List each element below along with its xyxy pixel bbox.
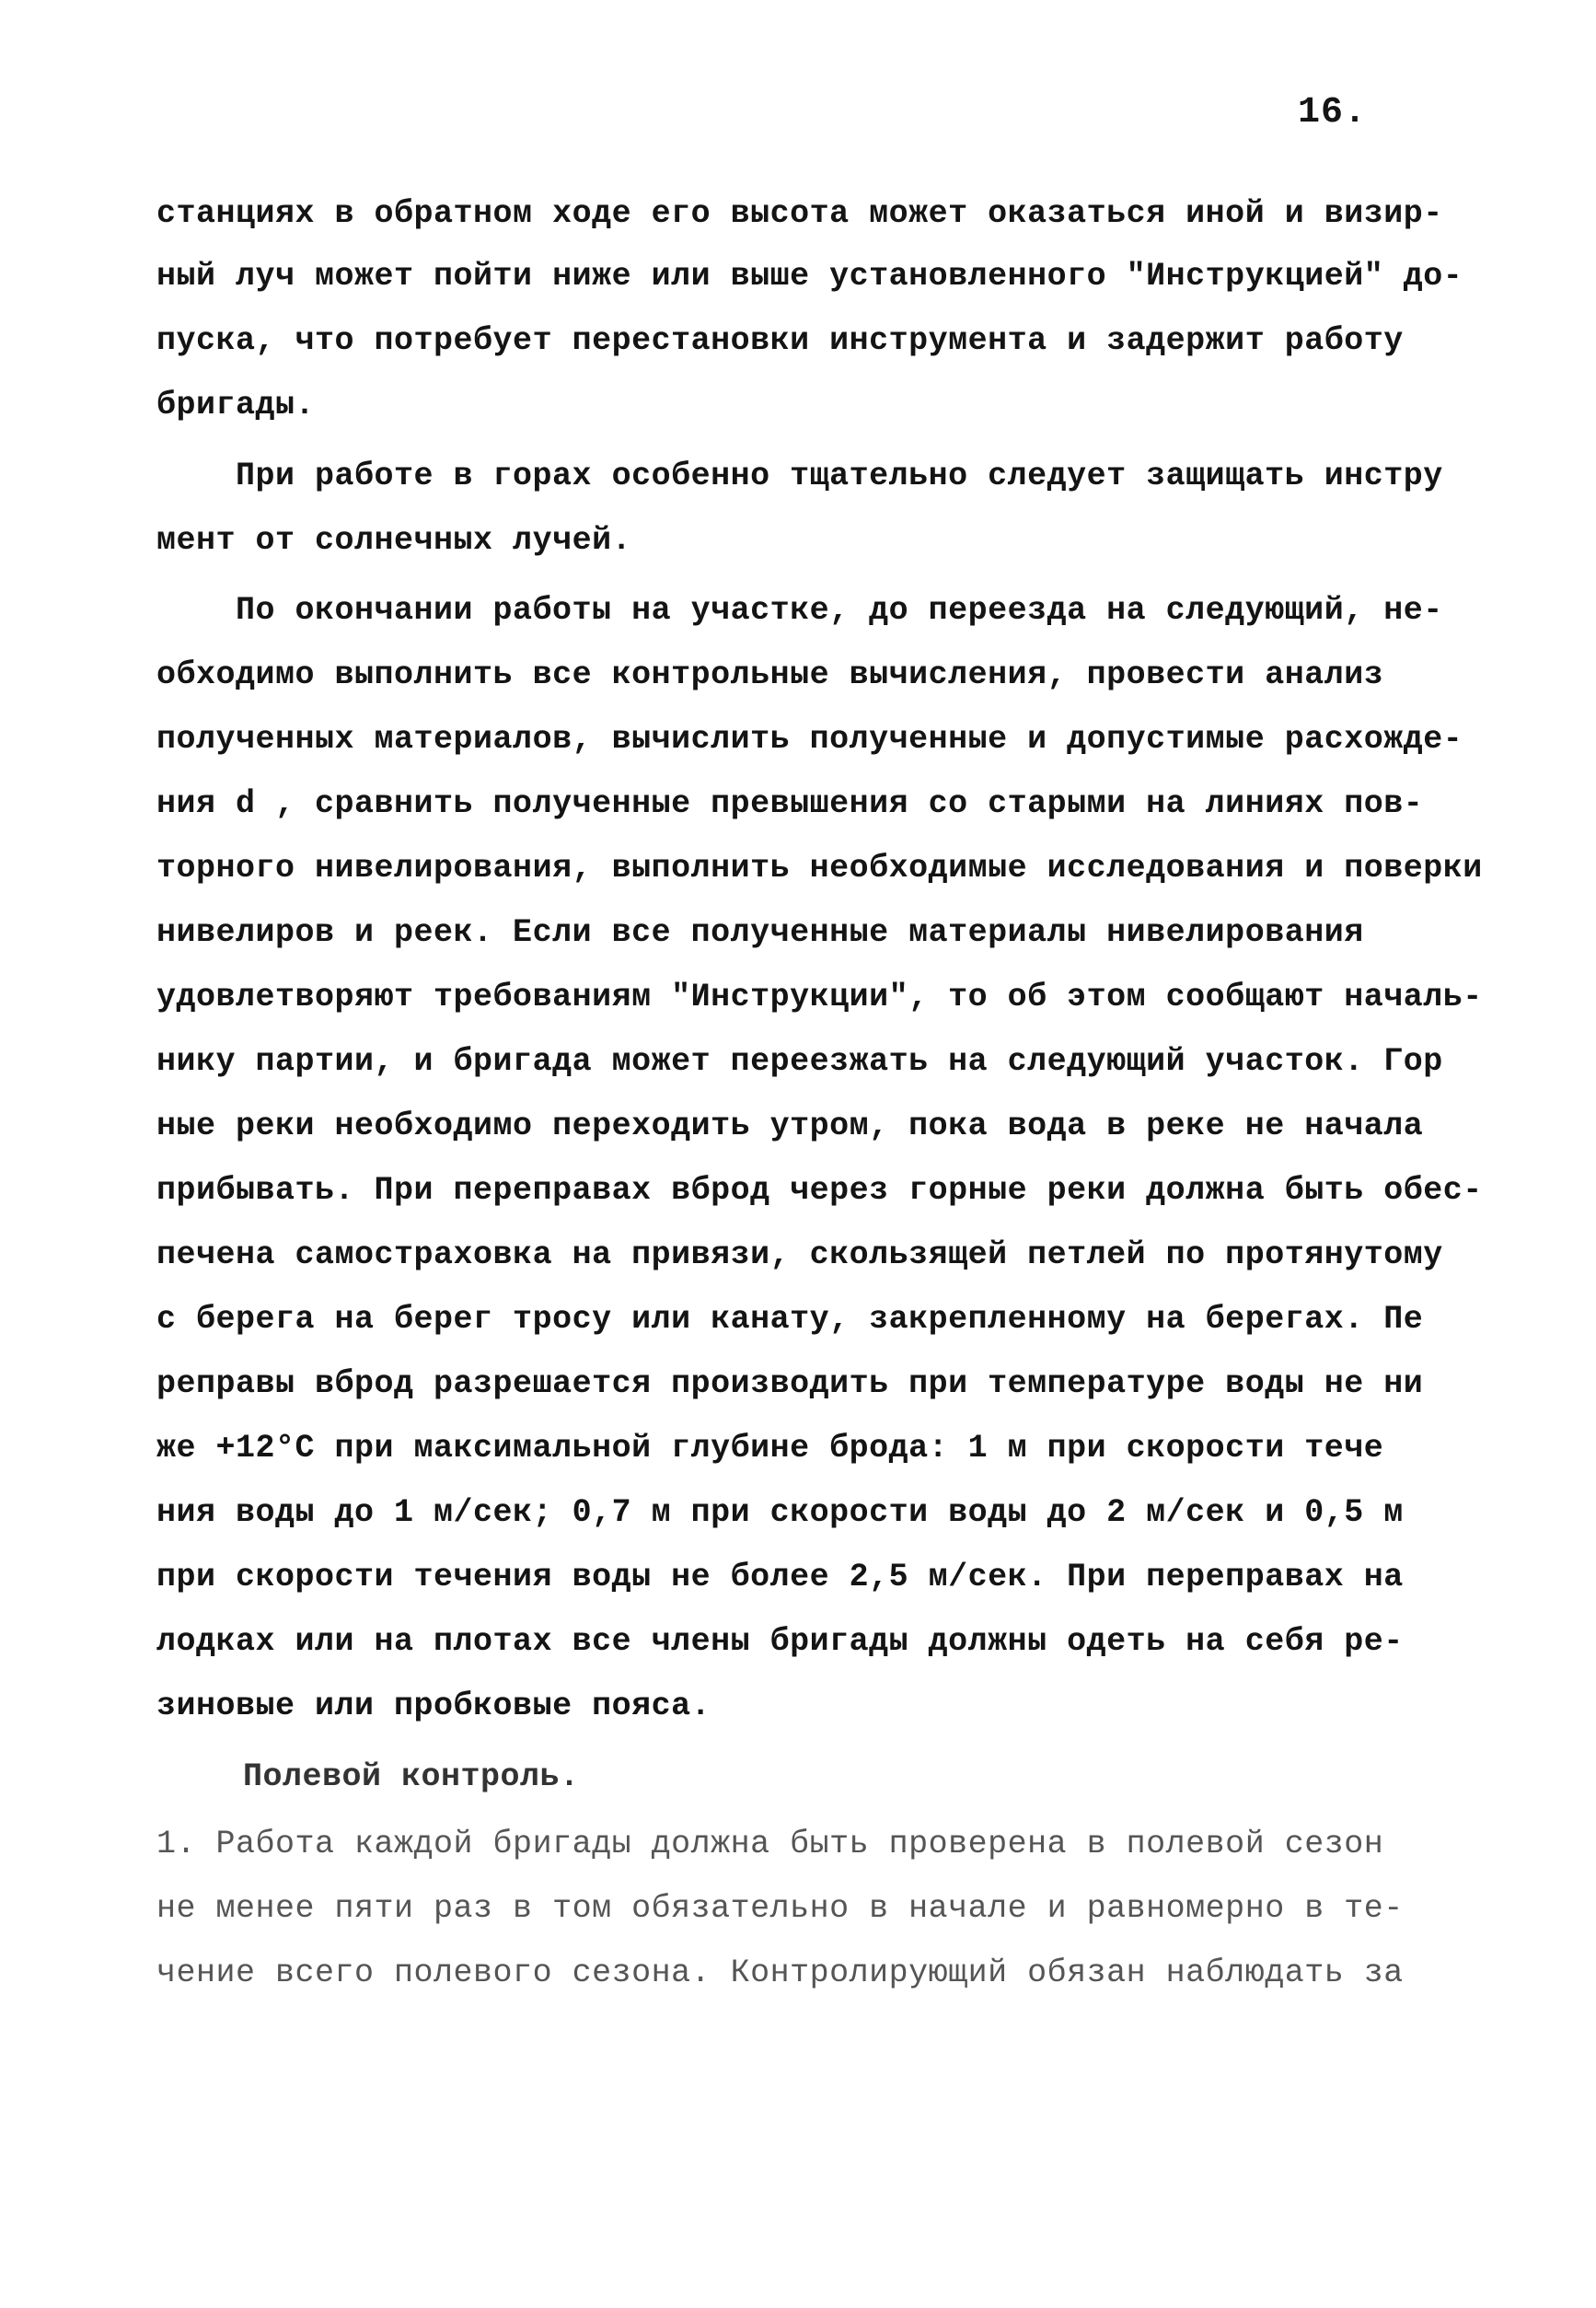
text-line: бригады. xyxy=(156,387,316,423)
text-line: нику партии, и бригада может переезжать на следующий участок. Гор xyxy=(156,1043,1443,1080)
text-line: 1. Работа каждой бригады должна быть проверена в полевой сезон xyxy=(156,1826,1384,1862)
text-line: с берега на берег тросу или канату, закрепленному на берегах. Пе xyxy=(156,1301,1424,1338)
text-line: станциях в обратном ходе его высота может оказаться иной и визир- xyxy=(156,195,1443,232)
text-line: торного нивелирования, выполнить необходимые исследования и поверки xyxy=(156,850,1483,887)
text-line: чение всего полевого сезона. Контролирующий обязан наблюдать за xyxy=(156,1954,1404,1991)
text-line: пуска, что потребует перестановки инструмента и задержит работу xyxy=(156,322,1404,359)
text-line: же +12°C при максимальной глубине брода: 1 м при скорости тече xyxy=(156,1430,1384,1467)
text-line: нивелиров и реек. Если все полученные материалы нивелирования xyxy=(156,914,1364,951)
text-line: полученных материалов, вычислить полученные и допустимые расхожде- xyxy=(156,721,1463,758)
section-heading: Полевой контроль. xyxy=(243,1758,580,1795)
text-line: не менее пяти раз в том обязательно в начале и равномерно в те- xyxy=(156,1890,1404,1927)
text-line: прибывать. При переправах вброд через горные реки должна быть обес- xyxy=(156,1172,1483,1209)
text-line: ния d , сравнить полученные превышения со старыми на линиях пов- xyxy=(156,785,1424,822)
text-line: зиновые или пробковые пояса. xyxy=(156,1688,711,1724)
page-number: 16. xyxy=(1298,92,1368,133)
text-line: лодках или на плотах все члены бригады должны одеть на себя ре- xyxy=(156,1623,1404,1660)
text-line: ния воды до 1 м/сек; 0,7 м при скорости воды до 2 м/сек и 0,5 м xyxy=(156,1494,1404,1531)
text-line: удовлетворяют требованиям "Инструкции", то об этом сообщают началь- xyxy=(156,979,1483,1015)
text-line: реправы вброд разрешается производить при температуре воды не ни xyxy=(156,1365,1424,1402)
text-line: печена самостраховка на привязи, скользящей петлей по протянутому xyxy=(156,1236,1443,1273)
text-line: При работе в горах особенно тщательно следует защищать инстру xyxy=(236,458,1443,494)
text-line: при скорости течения воды не более 2,5 м/сек. При переправах на xyxy=(156,1559,1404,1595)
text-line: обходимо выполнить все контрольные вычисления, провести анализ xyxy=(156,656,1384,693)
text-line: мент от солнечных лучей. xyxy=(156,522,632,559)
text-line: По окончании работы на участке, до переезда на следующий, не- xyxy=(236,592,1443,629)
text-line: ные реки необходимо переходить утром, пока вода в реке не начала xyxy=(156,1108,1424,1144)
text-line: ный луч может пойти ниже или выше установленного "Инструкцией" до- xyxy=(156,258,1463,295)
